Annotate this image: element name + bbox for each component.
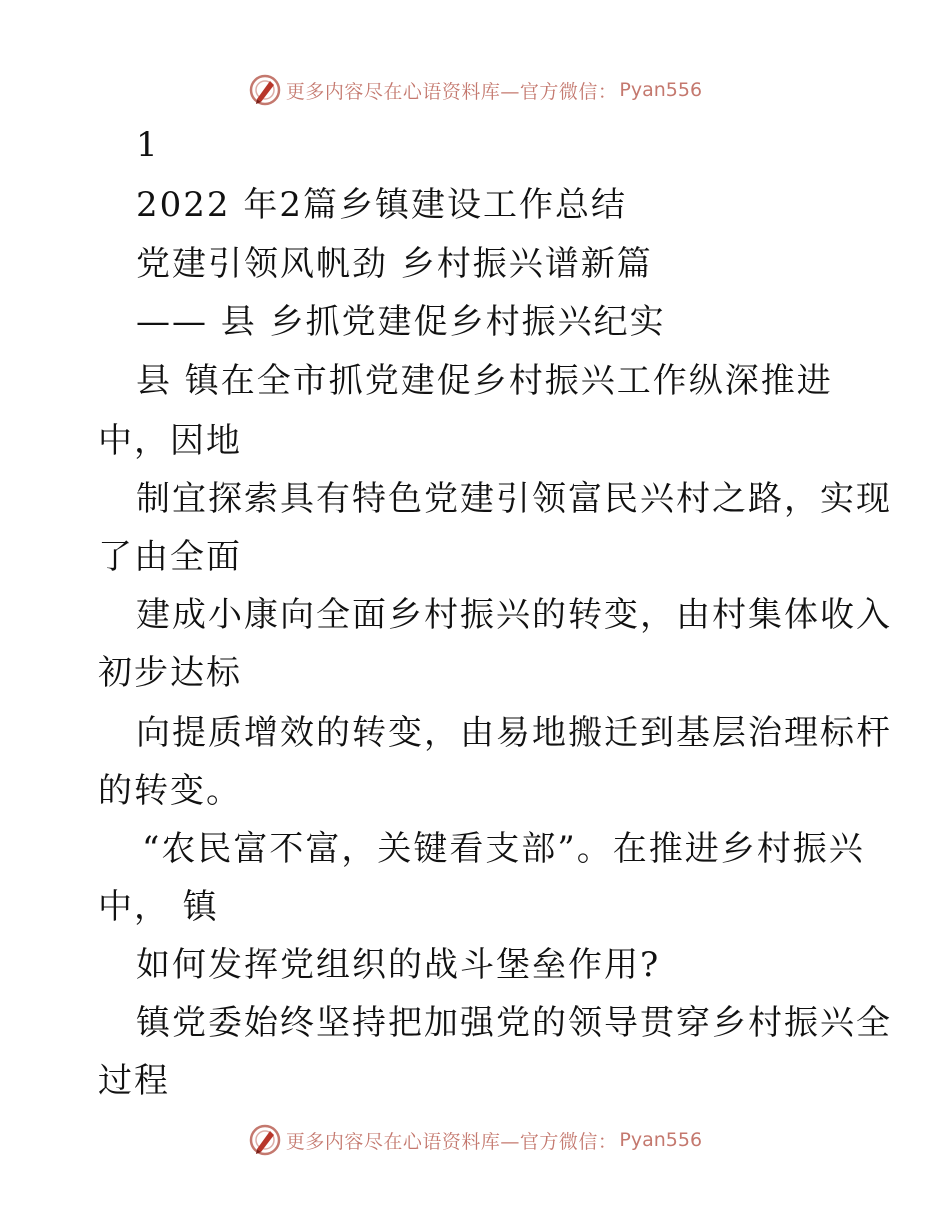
body-line: 制宜探索具有特色党建引领富民兴村之路，实现 [136, 479, 892, 519]
body-line: 中， 镇 [98, 887, 219, 927]
body-line: 了由全面 [98, 537, 242, 577]
body-line: 县 镇在全市抓党建促乡村振兴工作纵深推进 [136, 361, 833, 401]
document-title: 2022 年2篇乡镇建设工作总结 [136, 185, 627, 225]
footer-watermark [0, 1120, 950, 1160]
body-line: 过程 [98, 1061, 170, 1101]
watermark-text: 更多内容尽在心语资料库—官方微信： [285, 1130, 618, 1153]
watermark-text: 更多内容尽在心语资料库—官方微信： [285, 80, 618, 103]
pen-nib-logo-icon [248, 1123, 282, 1157]
body-line: 中，因地 [98, 421, 242, 461]
page-number: 1 [136, 125, 160, 165]
watermark-wechat-id: Pyan556 [619, 79, 703, 101]
body-line: 初步达标 [98, 653, 242, 693]
body-line: 向提质增效的转变，由易地搬迁到基层治理标杆 [136, 713, 892, 753]
body-line: 镇党委始终坚持把加强党的领导贯穿乡村振兴全 [136, 1003, 892, 1043]
body-line: 的转变。 [98, 771, 242, 811]
body-line: “农民富不富，关键看支部”。在推进乡村振兴 [142, 829, 865, 869]
article-headline: 党建引领风帆劲 乡村振兴谱新篇 [136, 244, 653, 284]
body-line: 如何发挥党组织的战斗堡垒作用? [136, 945, 661, 985]
article-subheadline: —— 县 乡抓党建促乡村振兴纪实 [136, 302, 666, 342]
body-line: 建成小康向全面乡村振兴的转变，由村集体收入 [136, 595, 892, 635]
watermark-wechat-id: Pyan556 [619, 1129, 703, 1151]
